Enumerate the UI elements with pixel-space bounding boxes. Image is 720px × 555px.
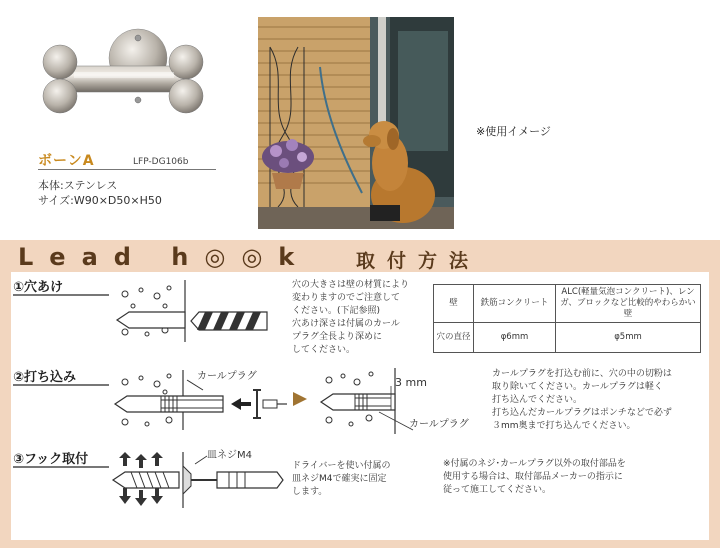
installation-panel [0, 240, 720, 548]
step1-description: 穴の大きさは壁の材質により 変わりますのでご注意して ください。(下記参照) 穴あけ深さは付属のカール プラグ全長より深めに してください。 [292, 280, 410, 355]
plug-callout-1: カールプラグ [197, 371, 257, 382]
drilling-diagram [107, 280, 277, 342]
hook-mounting-diagram [107, 452, 287, 508]
usage-image-caption: ※使用イメージ [476, 125, 551, 138]
step3-description: ドライバーを使い付属の 皿ネジM4で確実に固定 します。 [292, 461, 391, 497]
step2-divider [13, 384, 109, 386]
installation-title: 取付方法 [356, 250, 481, 272]
bone-hook-product-photo [30, 28, 220, 140]
product-divider [38, 169, 216, 170]
step1-label: ①穴あけ [13, 280, 64, 295]
screw-callout: 皿ネジM4 [207, 450, 252, 461]
product-code: LFP-DG106b [133, 157, 189, 167]
step3-note: ※付属のネジ･カールプラグ以外の取付部品を 使用する場合は、取付部品メーカーの指示に 従って施工してください。 [443, 459, 626, 495]
step2-label: ②打ち込み [13, 370, 77, 385]
step3-divider [13, 466, 109, 468]
depth-callout: 3 mm [395, 376, 427, 389]
usage-image-photo [258, 17, 454, 229]
step1-divider [13, 294, 109, 296]
installation-steps-card [11, 272, 709, 540]
plug-callout-2: カールプラグ [409, 419, 469, 430]
table-row-label: 穴の直径 [434, 323, 474, 353]
step2-description: カールプラグを打込む前に、穴の中の切粉は 取り除いてください。カールプラグは軽く 打ち込んでください。 打ち込んだカールプラグはポンチなどで必ず ３mm奥まで打ち込んでください。 [492, 369, 672, 431]
product-size: サイズ:W90×D50×H50 [38, 194, 162, 207]
hole-diameter-table [433, 284, 701, 353]
table-header-rc: 鉄筋コンクリート [474, 285, 556, 323]
product-name: ボーンA [38, 153, 95, 169]
table-header-alc: ALC(軽量気泡コンクリート)、レンガ、ブロックなど比較的やわらかい壁 [556, 285, 701, 323]
table-cell-rc-diameter: φ6mm [474, 323, 556, 353]
table-cell-alc-diameter: φ5mm [556, 323, 701, 353]
table-header-wall: 壁 [434, 285, 474, 323]
product-material: 本体:ステンレス [38, 179, 118, 192]
triangle-arrow-icon [291, 390, 309, 408]
step3-label: ③フック取付 [13, 452, 89, 467]
lead-hook-logo-text: Lead h◎◎k [18, 243, 311, 271]
